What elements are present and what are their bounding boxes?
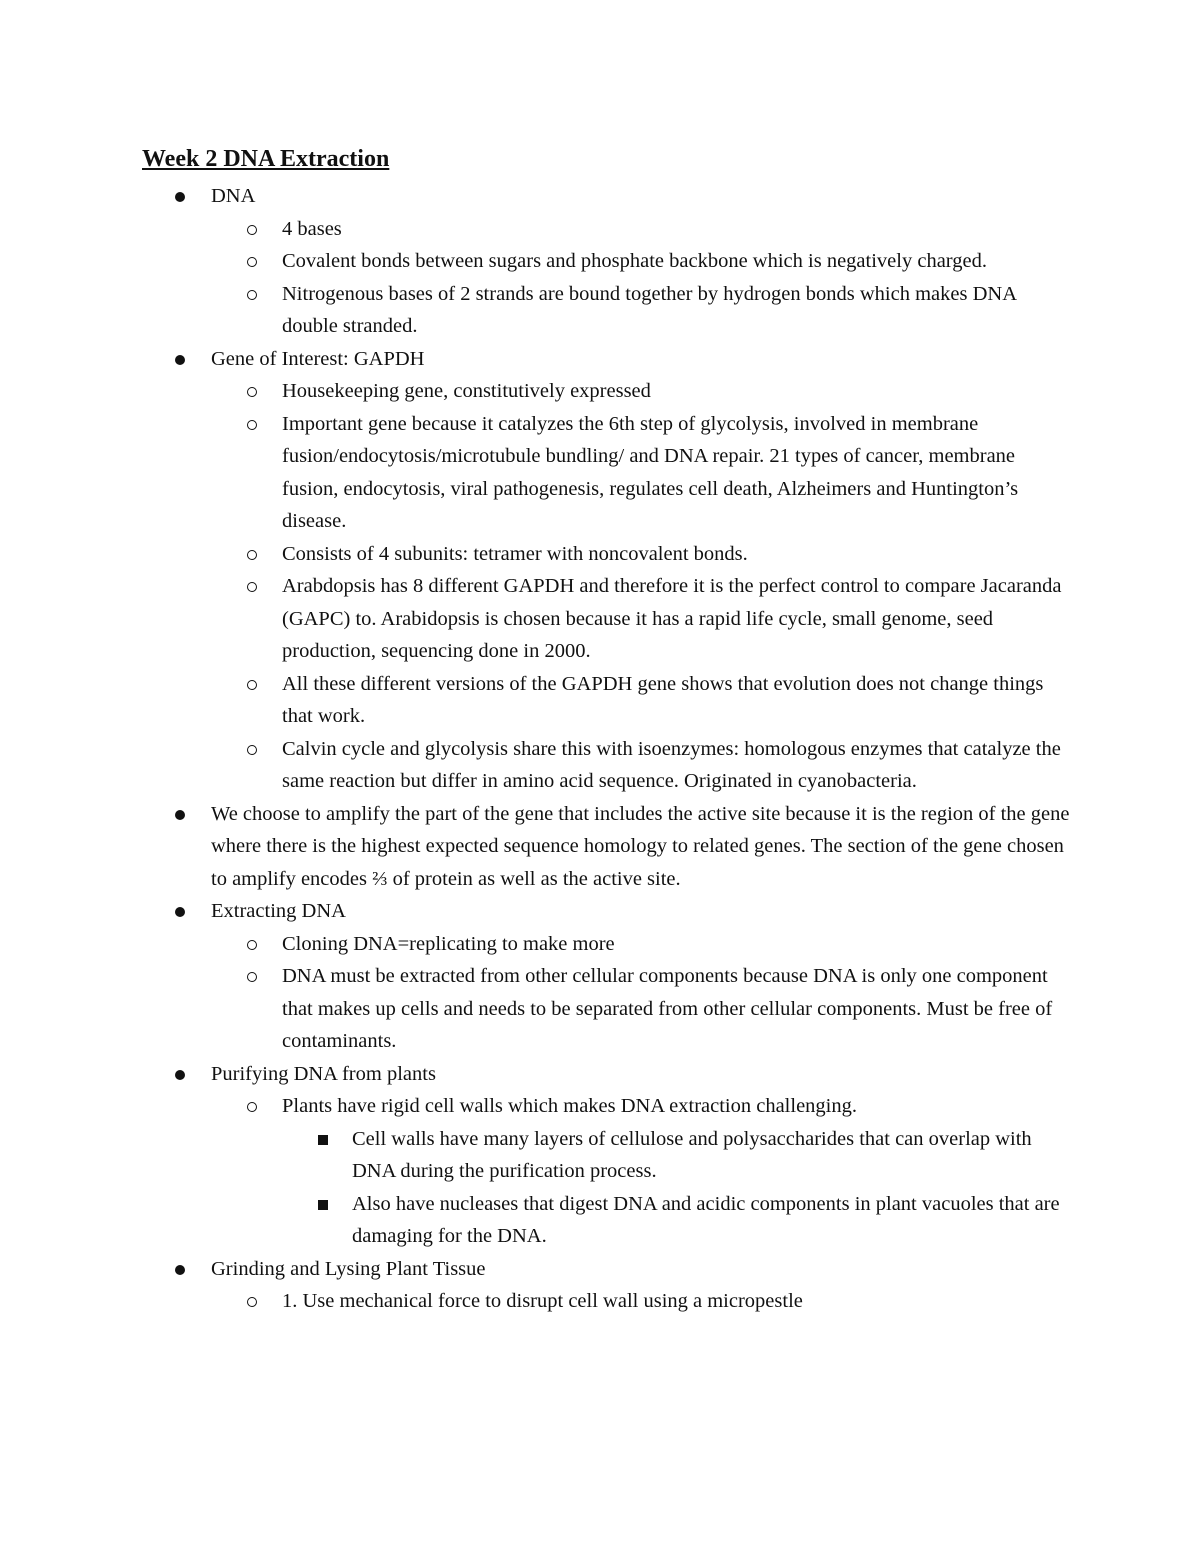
square-bullet-icon [318,1135,328,1145]
list-item-text: Consists of 4 subunits: tetramer with noncovalent bonds. [282,542,748,565]
list-item-text: Calvin cycle and glycolysis share this with isoenzymes: homologous enzymes that catalyze the same reaction but differ in amino acid sequence. Originated in cyanobacteria. [282,737,1061,792]
list-item [211,895,1071,1058]
list-item [211,180,1071,343]
hollow-bullet-icon [247,225,257,235]
list-item-text: Arabdopsis has 8 different GAPDH and therefore it is the perfect control to compare Jacaranda (GAPC) to. Arabidopsis is chosen because it has a rapid life cycle, small genome, seed production, sequencing done in 2000. [282,575,1062,662]
sub-list-item [282,960,1071,1058]
filled-bullet-icon [175,355,185,365]
sub-list-item [282,408,1071,538]
hollow-bullet-icon [247,745,257,755]
list-item [211,343,1071,798]
list-item-text: Cloning DNA=replicating to make more [282,932,615,955]
list-item-text: Gene of Interest: GAPDH [211,347,425,370]
nested-list [282,1123,1071,1253]
outline-list [211,180,1071,1318]
list-item-text: We choose to amplify the part of the gene that includes the active site because it is the region of the gene where there is the highest expected sequence homology to related genes. The section of the gene chosen to amplify encodes ⅔ of protein as well as the active site. [211,802,1070,890]
hollow-bullet-icon [247,940,257,950]
list-item-text: Important gene because it catalyzes the 6th step of glycolysis, involved in membrane fusion/endocytosis/microtubule bundling/ and DNA repair. 21 types of cancer, membrane fusion, endocytosis, viral pathogenesis, regulates cell death, Alzheimers and Huntington’s disease. [282,412,1019,532]
sub-list-item [282,668,1071,733]
hollow-bullet-icon [247,387,257,397]
list-item-text: 4 bases [282,217,342,240]
hollow-bullet-icon [247,290,257,300]
nested-list [211,928,1071,1058]
list-item-text: Also have nucleases that digest DNA and acidic components in plant vacuoles that are damaging for the DNA. [352,1192,1060,1247]
sub-sub-list-item [352,1123,1071,1188]
square-bullet-icon [318,1200,328,1210]
hollow-bullet-icon [247,680,257,690]
hollow-bullet-icon [247,257,257,267]
list-item-text: Extracting DNA [211,900,346,922]
filled-bullet-icon [175,810,185,820]
hollow-bullet-icon [247,1297,257,1307]
list-item-text: Covalent bonds between sugars and phosphate backbone which is negatively charged. [282,250,987,272]
sub-list-item [282,1285,1071,1318]
document-title: Week 2 DNA Extraction [142,146,390,172]
list-item-text: DNA must be extracted from other cellular components because DNA is only one component that makes up cells and needs to be separated from other cellular components. Must be free of contaminants. [282,965,1053,1052]
list-item [211,798,1071,896]
list-item-text: Purifying DNA from plants [211,1062,436,1085]
sub-list-item [282,375,1071,408]
hollow-bullet-icon [247,550,257,560]
nested-list [211,375,1071,798]
filled-bullet-icon [175,1070,185,1080]
list-item [211,1058,1071,1253]
sub-sub-list-item [352,1188,1071,1253]
sub-list-item [282,538,1071,571]
sub-list-item [282,928,1071,961]
list-item-text: Grinding and Lysing Plant Tissue [211,1257,486,1280]
list-item-text: Cell walls have many layers of cellulose and polysaccharides that can overlap with DNA during the purification process. [352,1127,1032,1182]
hollow-bullet-icon [247,582,257,592]
hollow-bullet-icon [247,972,257,982]
sub-list-item [282,733,1071,798]
sub-list-item [282,570,1071,668]
filled-bullet-icon [175,192,185,202]
filled-bullet-icon [175,907,185,917]
list-item-text: Nitrogenous bases of 2 strands are bound together by hydrogen bonds which makes DNA double stranded. [282,282,1016,337]
hollow-bullet-icon [247,420,257,430]
list-item-text: Plants have rigid cell walls which makes DNA extraction challenging. [282,1095,857,1117]
list-item-text: DNA [211,185,256,207]
list-item-text: Housekeeping gene, constitutively expressed [282,380,651,402]
sub-list-item [282,278,1071,343]
list-item-text: All these different versions of the GAPDH gene shows that evolution does not change things that work. [282,672,1044,727]
list-item [211,1253,1071,1318]
nested-list [211,1090,1071,1253]
hollow-bullet-icon [247,1102,257,1112]
sub-list-item [282,1090,1071,1253]
filled-bullet-icon [175,1265,185,1275]
sub-list-item [282,245,1071,278]
list-item-text: 1. Use mechanical force to disrupt cell wall using a micropestle [282,1290,803,1312]
nested-list [211,213,1071,343]
nested-list [211,1285,1071,1318]
sub-list-item [282,213,1071,246]
